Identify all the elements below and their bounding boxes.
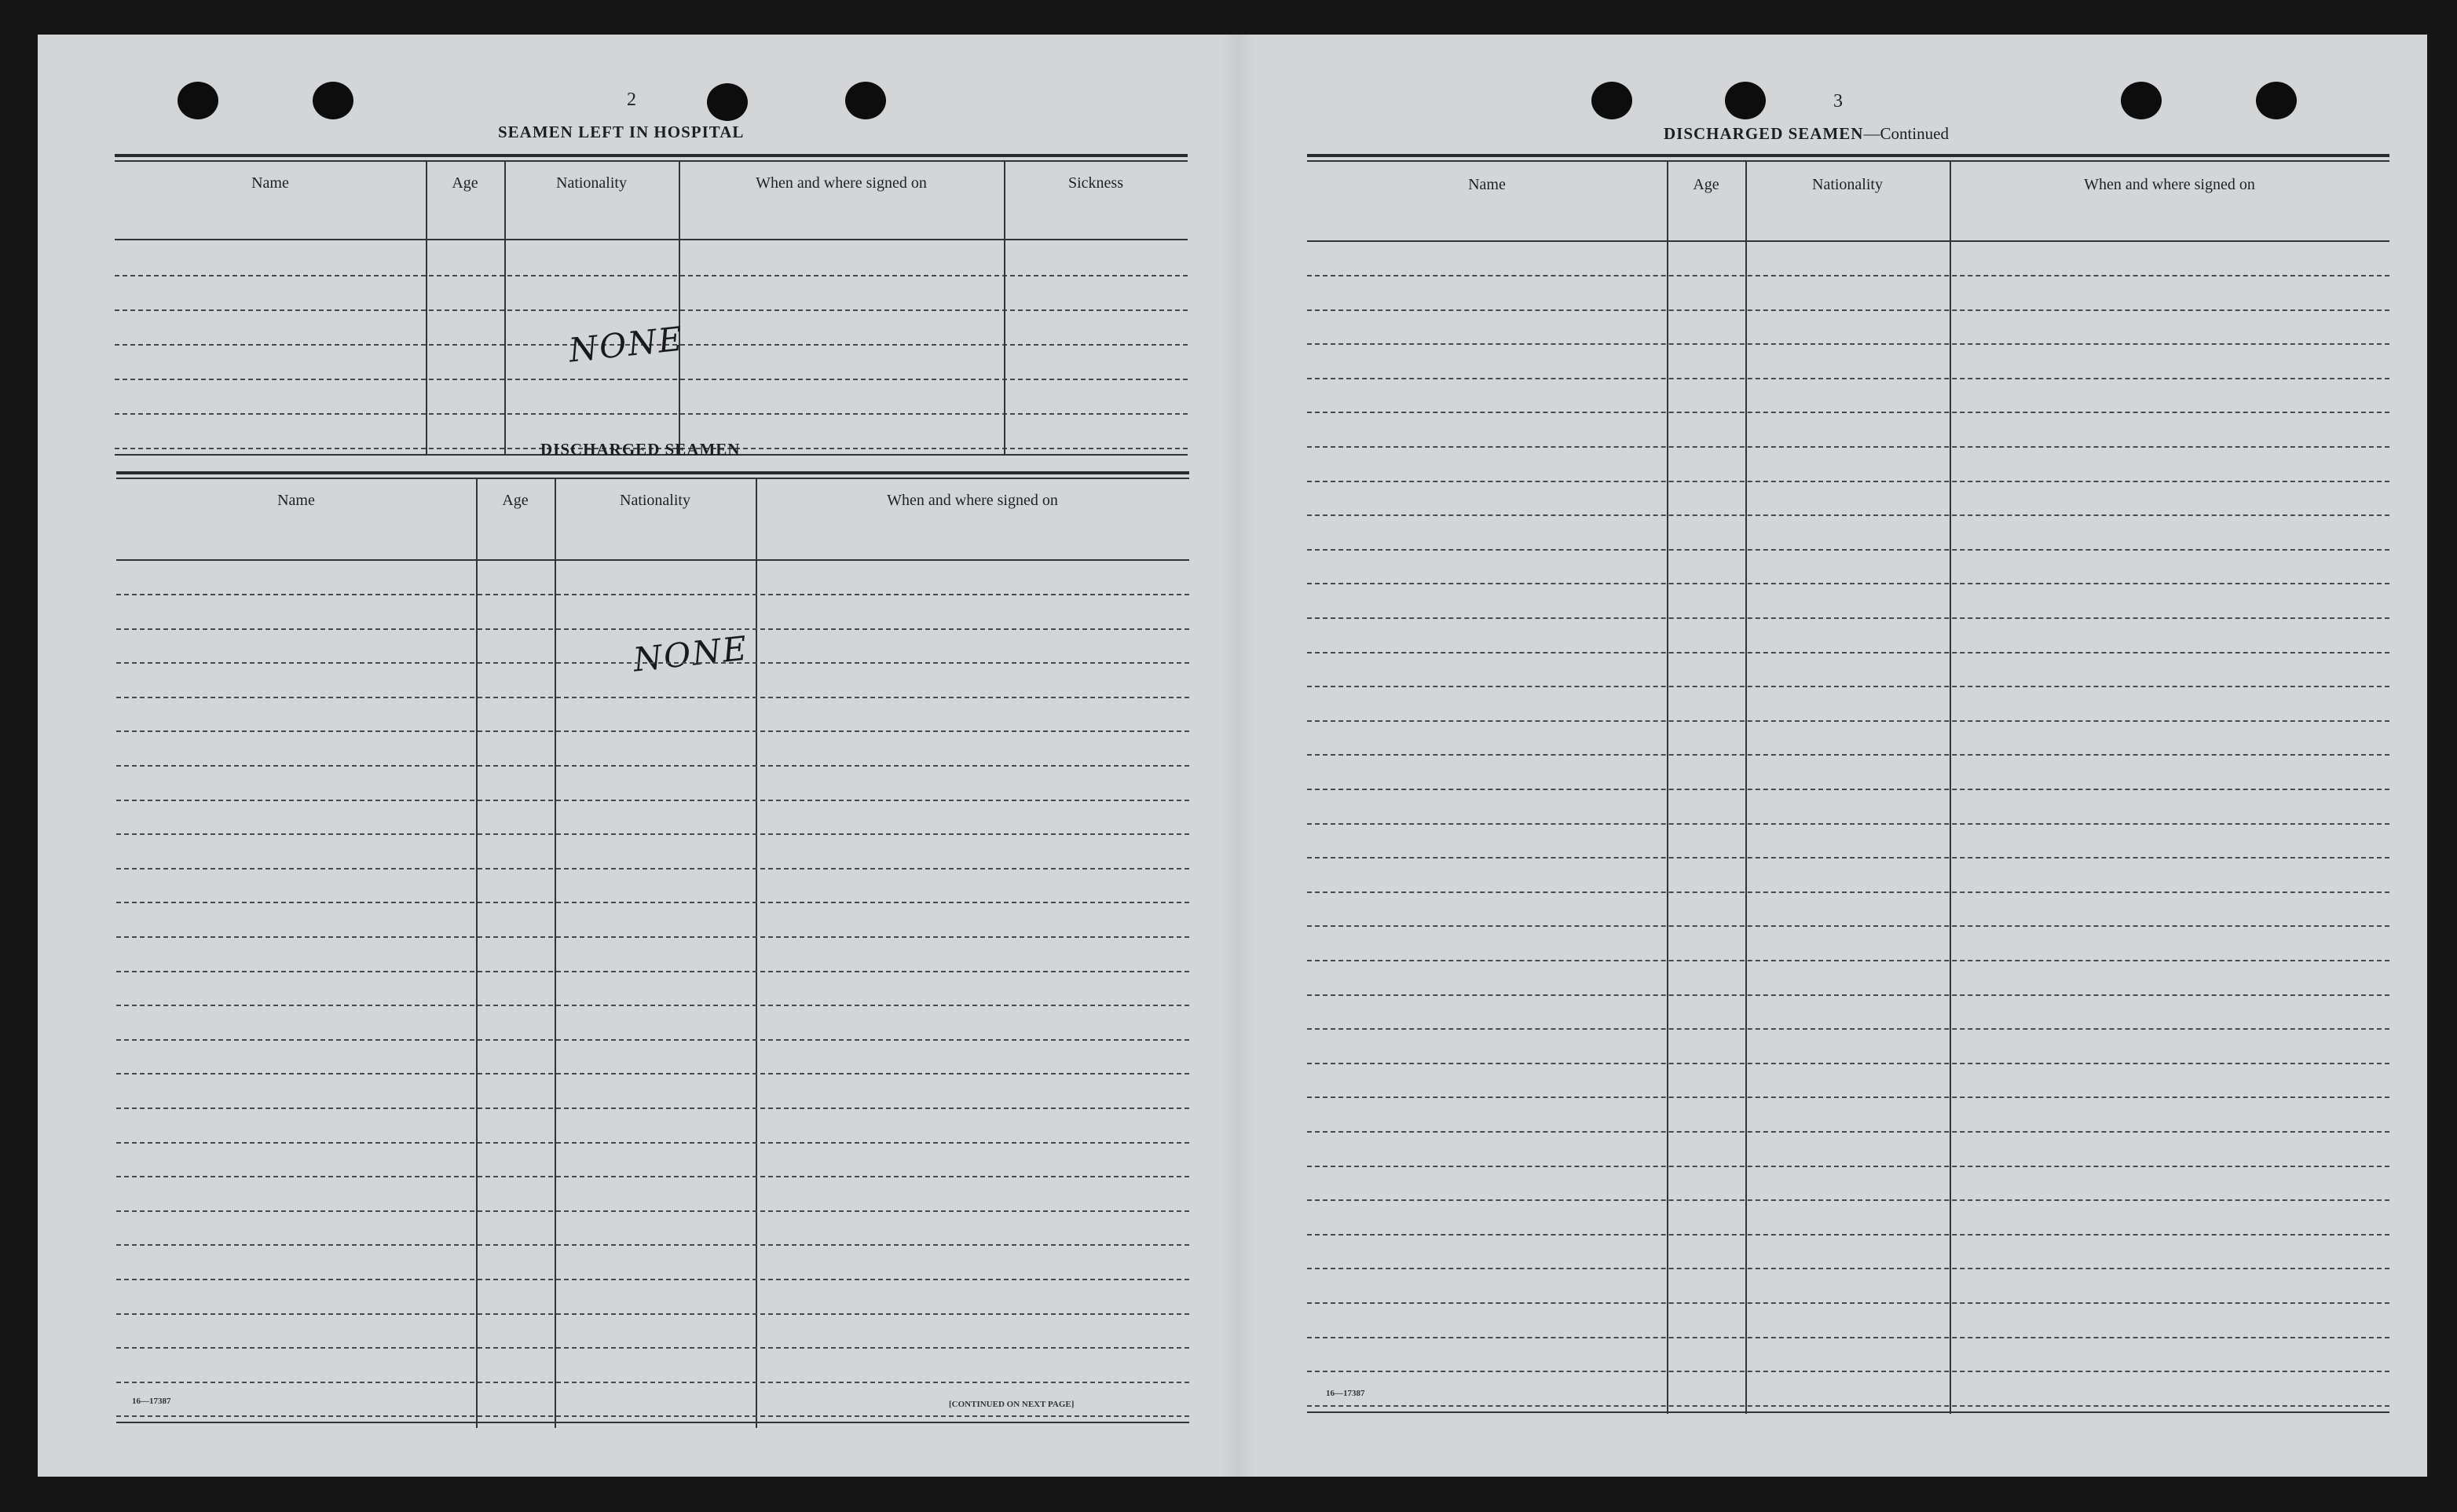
row-line: [1307, 686, 2389, 687]
punch-hole: [2121, 82, 2162, 119]
row-line: [1307, 720, 2389, 722]
form-number-left: 16—17387: [132, 1397, 171, 1406]
column-divider: [756, 478, 757, 1428]
table-bottom-rule: [116, 1422, 1189, 1423]
hospital-section-title: SEAMEN LEFT IN HOSPITAL: [498, 123, 745, 141]
row-line: [1307, 652, 2389, 653]
column-divider: [476, 478, 478, 1428]
table-top-rule: [115, 154, 1188, 157]
column-header-signed-on: When and where signed on: [887, 492, 1058, 509]
row-line: [116, 1244, 1189, 1246]
row-line: [116, 800, 1189, 801]
row-line: [1307, 1371, 2389, 1372]
row-line: [1307, 1131, 2389, 1133]
punch-hole: [1591, 82, 1632, 119]
column-header-name: Name: [277, 492, 315, 509]
form-sheet: [38, 35, 2427, 1477]
punch-hole: [178, 82, 218, 119]
column-header-name: Name: [1468, 176, 1506, 193]
discharged-section-title: DISCHARGED SEAMEN: [540, 440, 741, 459]
row-line: [116, 594, 1189, 595]
row-line: [116, 1313, 1189, 1315]
row-line: [1307, 549, 2389, 551]
row-line: [1307, 617, 2389, 619]
table-top-rule-thin: [1307, 160, 2389, 162]
table-top-rule: [1307, 154, 2389, 157]
row-line: [1307, 1405, 2389, 1407]
column-header-signed-on: When and where signed on: [2084, 176, 2255, 193]
column-divider: [426, 160, 427, 456]
row-line: [116, 833, 1189, 835]
punch-hole: [2256, 82, 2297, 119]
row-line: [116, 1210, 1189, 1212]
row-line: [116, 1107, 1189, 1109]
discharged-table-right: [1307, 154, 2389, 1423]
row-line: [116, 1005, 1189, 1006]
title-text: DISCHARGED SEAMEN: [1664, 124, 1864, 143]
row-line: [1307, 857, 2389, 859]
column-header-signed-on: When and where signed on: [756, 174, 927, 192]
row-line: [116, 662, 1189, 664]
title-suffix: —Continued: [1863, 124, 1949, 143]
form-number-right: 16—17387: [1326, 1389, 1365, 1398]
row-line: [1307, 412, 2389, 413]
row-line: [1307, 1199, 2389, 1201]
column-header-nationality: Nationality: [620, 492, 690, 509]
row-line: [116, 1347, 1189, 1349]
handwritten-none-discharged: NONE: [631, 628, 750, 679]
row-line: [115, 379, 1188, 380]
column-divider: [1667, 160, 1668, 1414]
column-header-age: Age: [1693, 176, 1719, 193]
row-line: [1307, 925, 2389, 927]
table-top-rule: [116, 471, 1189, 474]
row-line: [116, 1382, 1189, 1383]
row-line: [115, 309, 1188, 311]
row-line: [1307, 754, 2389, 756]
punch-hole: [707, 83, 748, 121]
row-line: [116, 1073, 1189, 1075]
row-line: [116, 1415, 1189, 1417]
row-line: [1307, 1337, 2389, 1338]
row-line: [116, 1279, 1189, 1280]
hospital-table: [115, 154, 1188, 460]
column-divider: [679, 160, 680, 456]
row-line: [1307, 1096, 2389, 1098]
row-line: [116, 697, 1189, 698]
row-line: [1307, 1302, 2389, 1304]
column-header-sickness: Sickness: [1068, 174, 1123, 192]
row-line: [116, 1176, 1189, 1177]
row-line: [115, 413, 1188, 415]
row-line: [1307, 891, 2389, 893]
column-header-nationality: Nationality: [556, 174, 627, 192]
page-fold: [1222, 35, 1254, 1477]
column-divider: [504, 160, 506, 456]
row-line: [1307, 1063, 2389, 1064]
page-number-right: 3: [1833, 91, 1843, 112]
row-line: [1307, 1234, 2389, 1236]
handwritten-none-hospital: NONE: [566, 319, 686, 370]
header-underline: [1307, 240, 2389, 242]
column-header-nationality: Nationality: [1812, 176, 1883, 193]
row-line: [116, 765, 1189, 767]
column-divider: [1745, 160, 1747, 1414]
row-line: [1307, 789, 2389, 790]
row-line: [1307, 1268, 2389, 1269]
row-line: [116, 868, 1189, 869]
column-divider: [555, 478, 556, 1428]
table-top-rule-thin: [116, 478, 1189, 479]
row-line: [115, 275, 1188, 276]
row-line: [1307, 1166, 2389, 1167]
row-line: [1307, 343, 2389, 345]
row-line: [1307, 275, 2389, 276]
row-line: [116, 936, 1189, 938]
table-top-rule-thin: [115, 160, 1188, 162]
continued-note: [CONTINUED ON NEXT PAGE]: [949, 1400, 1075, 1409]
row-line: [1307, 960, 2389, 961]
punch-hole: [1725, 82, 1766, 119]
row-line: [1307, 514, 2389, 516]
header-underline: [115, 239, 1188, 240]
discharged-table-left: [116, 471, 1189, 1439]
row-line: [1307, 309, 2389, 311]
row-line: [1307, 1028, 2389, 1030]
row-line: [116, 1039, 1189, 1041]
row-line: [1307, 994, 2389, 996]
row-line: [116, 902, 1189, 903]
column-divider: [1004, 160, 1005, 456]
row-line: [1307, 378, 2389, 379]
punch-hole: [845, 82, 886, 119]
page-number-left: 2: [627, 90, 636, 110]
row-line: [116, 971, 1189, 972]
column-header-age: Age: [452, 174, 478, 192]
punch-hole: [313, 82, 353, 119]
row-line: [1307, 446, 2389, 448]
row-line: [116, 1142, 1189, 1144]
row-line: [1307, 481, 2389, 482]
row-line: [1307, 823, 2389, 825]
column-header-name: Name: [251, 174, 289, 192]
row-line: [116, 628, 1189, 630]
header-underline: [116, 559, 1189, 561]
row-line: [116, 730, 1189, 732]
column-header-age: Age: [502, 492, 529, 509]
discharged-continued-title: [1664, 124, 1949, 144]
column-divider: [1950, 160, 1951, 1414]
row-line: [1307, 583, 2389, 584]
table-bottom-rule: [1307, 1411, 2389, 1413]
